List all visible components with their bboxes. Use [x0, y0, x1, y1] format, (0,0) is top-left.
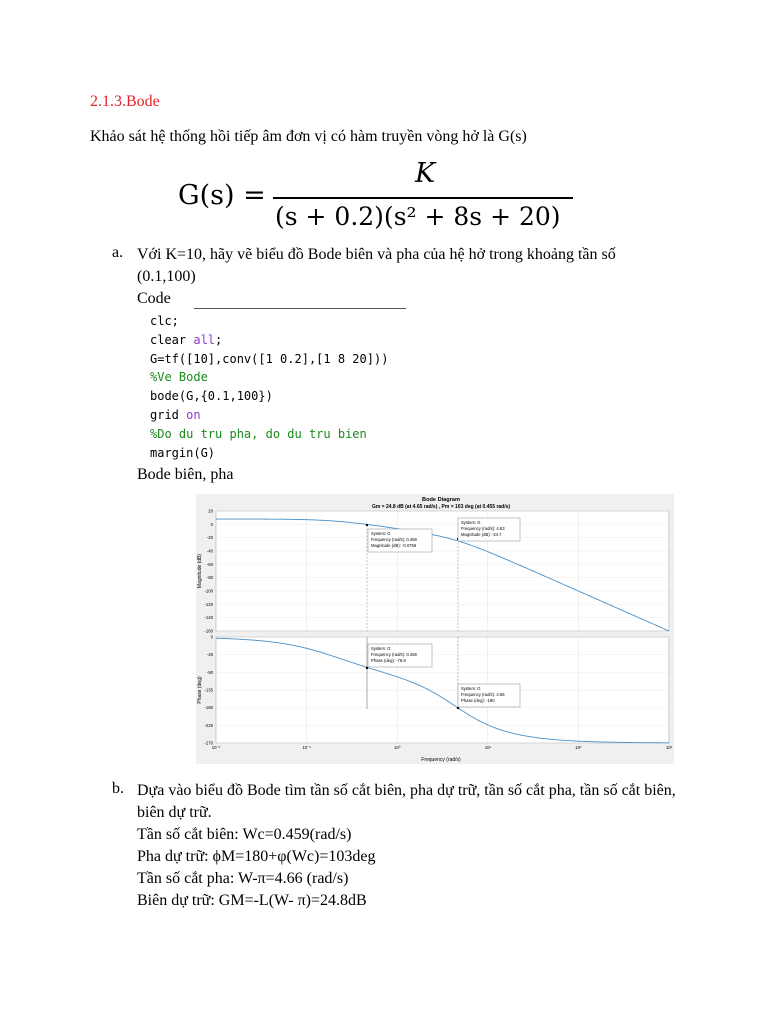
item-b-text: Dựa vào biểu đồ Bode tìm tần số cắt biên, pha dự trữ, tần số cắt pha, tần số cắt biên, biên dự trữ. — [137, 782, 676, 821]
svg-text:Phase (deg): -180: Phase (deg): -180 — [461, 698, 495, 703]
mag-tick-label: -60 — [206, 561, 213, 567]
x-tick-label: 10⁻¹ — [302, 745, 311, 750]
datatip-3 — [368, 644, 432, 667]
mag-tick-label: -120 — [204, 601, 213, 607]
code-token: margin(G) — [150, 445, 216, 460]
magnitude-ylabel: Magnitude (dB) — [197, 553, 203, 589]
intro-paragraph: Khảo sát hệ thống hồi tiếp âm đơn vị có hàm truyền vòng hở là G(s) — [90, 128, 527, 145]
code-token: bode(G,{0.1,100}) — [150, 389, 273, 404]
code-token: on — [186, 407, 201, 422]
code-token: grid — [150, 407, 187, 422]
fraction-bar — [273, 197, 573, 199]
bode-subtitle: Gm = 24.8 dB (at 4.65 rad/s) , Pm = 103 deg (at 0.455 rad/s) — [371, 504, 511, 510]
item-a-text: Với K=10, hãy vẽ biểu đồ Bode biên và pha của hệ hở trong khoảng tần số (0.1,100) — [137, 246, 616, 285]
wc-mag-point — [366, 524, 368, 526]
answer-line-4: Biên dự trữ: GM=-L(W- π)=24.8dB — [137, 892, 367, 909]
mag-tick-label: -40 — [206, 548, 213, 554]
phase-tick-label: -135 — [204, 687, 213, 693]
phase-tick-label: -90 — [206, 669, 213, 675]
svg-text:System: G: System: G — [461, 686, 481, 691]
code-token: ; — [215, 332, 223, 347]
code-token: %Do du tru pha, do du tru bien — [150, 426, 367, 441]
code-token: %Ve Bode — [150, 370, 208, 385]
x-tick-label: 10⁻² — [211, 745, 221, 750]
svg-text:System: G: System: G — [461, 520, 481, 525]
phase-tick-label: -45 — [206, 652, 213, 658]
mag-tick-label: -20 — [206, 535, 213, 541]
x-tick-label: 10¹ — [484, 745, 491, 750]
mag-tick-label: 20 — [208, 508, 213, 514]
phase-ylabel: Phase (deg) — [197, 676, 203, 704]
svg-text:System: G: System: G — [371, 646, 391, 651]
phase-tick-label: 0 — [210, 634, 213, 640]
code-line — [150, 312, 388, 331]
phase-tick-label: -225 — [204, 722, 213, 728]
code-line — [150, 331, 388, 350]
mag-tick-label: -80 — [206, 575, 213, 581]
plot-label: Bode biên, pha — [137, 466, 234, 483]
svg-text:Magnitude (dB): -0.0756: Magnitude (dB): -0.0756 — [371, 543, 417, 548]
svg-text:Frequency (rad/s): 0.459: Frequency (rad/s): 0.459 — [371, 652, 417, 657]
datatip-2 — [458, 518, 520, 541]
bode-svg — [196, 494, 674, 764]
formula-numerator: K — [415, 158, 436, 189]
formula-denominator: (s + 0.2)(s² + 8s + 20) — [275, 202, 561, 231]
transfer-function-formula — [178, 158, 598, 238]
mag-tick-label: -160 — [204, 628, 213, 634]
answer-line-3: Tần số cắt pha: W-π=4.66 (rad/s) — [137, 870, 349, 887]
bode-title: Bode Diagram — [422, 497, 460, 503]
code-line — [150, 425, 388, 444]
svg-text:Frequency (rad/s): 4.66: Frequency (rad/s): 4.66 — [461, 692, 505, 697]
mag-tick-label: -100 — [204, 588, 213, 594]
svg-text:System: G: System: G — [371, 531, 391, 536]
magnitude-axes — [216, 511, 669, 631]
code-rule — [194, 308, 406, 309]
mag-tick-label: -140 — [204, 615, 213, 621]
code-label: Code — [137, 290, 171, 307]
svg-text:Magnitude (dB): -24.7: Magnitude (dB): -24.7 — [461, 532, 502, 537]
code-line — [150, 368, 388, 387]
code-line — [150, 387, 388, 406]
bode-xlabel: Frequency (rad/s) — [421, 757, 461, 763]
code-block — [150, 312, 388, 462]
answer-line-2: Pha dự trữ: ϕM=180+φ(Wc)=103deg — [137, 848, 376, 865]
datatip-4 — [458, 684, 520, 707]
code-token: all — [193, 332, 216, 347]
svg-text:Frequency (rad/s): 4.63: Frequency (rad/s): 4.63 — [461, 526, 505, 531]
x-tick-label: 10³ — [665, 745, 673, 750]
section-heading: 2.1.3.Bode — [90, 93, 160, 110]
code-line — [150, 350, 388, 369]
code-token: G=tf([10],conv([1 0.2],[1 8 20])) — [150, 351, 389, 366]
x-tick-label: 10² — [575, 745, 582, 750]
svg-text:Phase (deg): -76.9: Phase (deg): -76.9 — [371, 658, 406, 663]
phase-tick-label: -270 — [204, 740, 213, 746]
answer-line-1: Tần số cắt biên: Wc=0.459(rad/s) — [137, 826, 352, 843]
phase-tick-label: -180 — [204, 705, 213, 711]
code-line — [150, 406, 388, 425]
code-token: clear — [150, 332, 194, 347]
svg-text:Frequency (rad/s): 0.459: Frequency (rad/s): 0.459 — [371, 537, 417, 542]
formula-lhs: G(s) = — [178, 180, 266, 211]
mag-tick-label: 0 — [210, 521, 213, 527]
code-token: clc; — [150, 314, 179, 328]
x-tick-label: 10⁰ — [393, 745, 401, 750]
code-line — [150, 444, 388, 463]
datatip-1 — [368, 529, 432, 552]
item-a-marker: a. — [112, 244, 124, 261]
item-b-marker: b. — [112, 780, 124, 797]
bode-diagram — [196, 494, 674, 764]
